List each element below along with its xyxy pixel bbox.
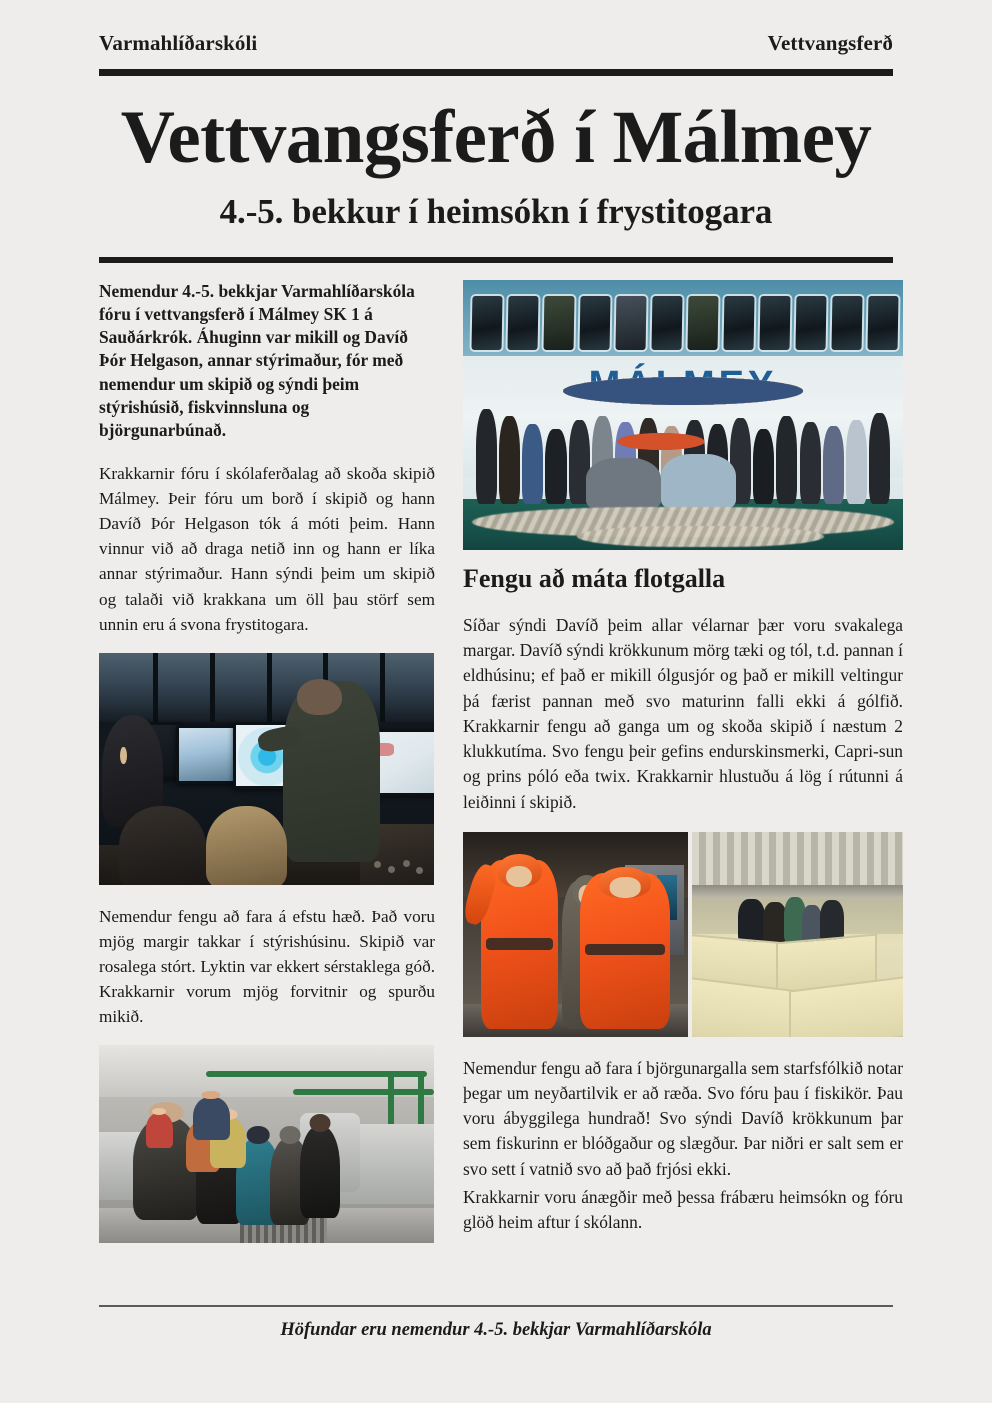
footer-byline: Höfundar eru nemendur 4.-5. bekkjar Varmahlíðarskóla [280, 1320, 712, 1340]
lead-paragraph: Nemendur 4.-5. bekkjar Varmahlíðarskóla fóru í vettvangsferð í Málmey SK 1 á Sauðárkrók. Áhuginn var mikill og Davíð Þór Helgason, annar stýrimaður, fór með nemendur um skipið og sýndi þeim stýrishúsið, fiskvinnsluna og björgunarbúnað. [99, 281, 415, 440]
photo-pair [463, 832, 903, 1037]
page-subtitle: 4.-5. bekkur í heimsókn í frystitogara [219, 191, 773, 231]
left-paragraph-1: Krakkarnir fóru í skólaferðalag að skoða skipið Málmey. Þeir fóru um borð í skipið og hann Davíð Þór Helgason tók á móti þeim. Hann vinnur við að draga netið inn og hann er líka annar stýrimaður. Hann sýndi þeim um skipið og talaði við krakkana um öll þau störf sem unnin eru á svona frystitogara. [99, 463, 435, 634]
title-block [99, 96, 893, 231]
title-divider [99, 257, 893, 263]
right-column [463, 280, 903, 1243]
photo-group-on-ship [463, 280, 903, 550]
page-title: Vettvangsferð í Málmey [120, 96, 872, 179]
photo-fish-factory [99, 1045, 434, 1243]
photo-cargo-hold [692, 832, 903, 1037]
masthead-section-name: Vettvangsferð [767, 31, 893, 55]
footer-divider [99, 1305, 893, 1307]
masthead-divider [99, 69, 893, 76]
photo-wheelhouse [99, 653, 434, 885]
section-heading: Fengu að máta flotgalla [463, 564, 726, 593]
masthead [99, 0, 893, 56]
left-paragraph-2: Nemendur fengu að fara á efstu hæð. Það voru mjög margir takkar í stýrishúsinu. Skipið var rosalega stórt. Lyktin var ekkert sérstaklega góð. Krakkarnir vorum mjög forvitnir og spurðu mikið. [99, 906, 435, 1027]
masthead-school-name: Varmahlíðarskóli [99, 31, 258, 55]
right-paragraph-1: Síðar sýndi Davíð þeim allar vélarnar þær voru svakalega margar. Davíð sýndi krökkunum mörg tæki og tól, t.d. pannan í eldhúsinu; ef það er mikill ólgusjór og það er mikill veltingur þá færist pannan með svo maturinn falli ekki á gólfið. Krakkarnir fengu að ganga um og skoða skipið í næstum 2 klukkutíma. Svo fengu þeir gefins endurskinsmerki, Capri-sun og prins póló eða twix. Krakkarnir hlustuðu á lög í rútunni á leiðinni í skipið. [463, 614, 903, 812]
photo-survival-suits [463, 832, 688, 1037]
article-columns [99, 280, 903, 1243]
left-column [99, 280, 435, 1243]
right-paragraph-2: Nemendur fengu að fara í björgunargalla sem starfsfólkið notar þegar um neyðartilvik er að ræða. Svo fóru þau í fiskikör. Þau voru ábyggilega hundrað! Svo sýndi Davíð krökkunum þar sem fiskurinn er blóðgaður og slægður. Þar niðri er salt sem er svo sett í vatnið svo að það frjósi ekki. [463, 1057, 903, 1179]
right-paragraph-3: Krakkarnir voru ánægðir með þessa frábæru heimsókn og fóru glöð heim aftur í skólann. [463, 1186, 903, 1233]
